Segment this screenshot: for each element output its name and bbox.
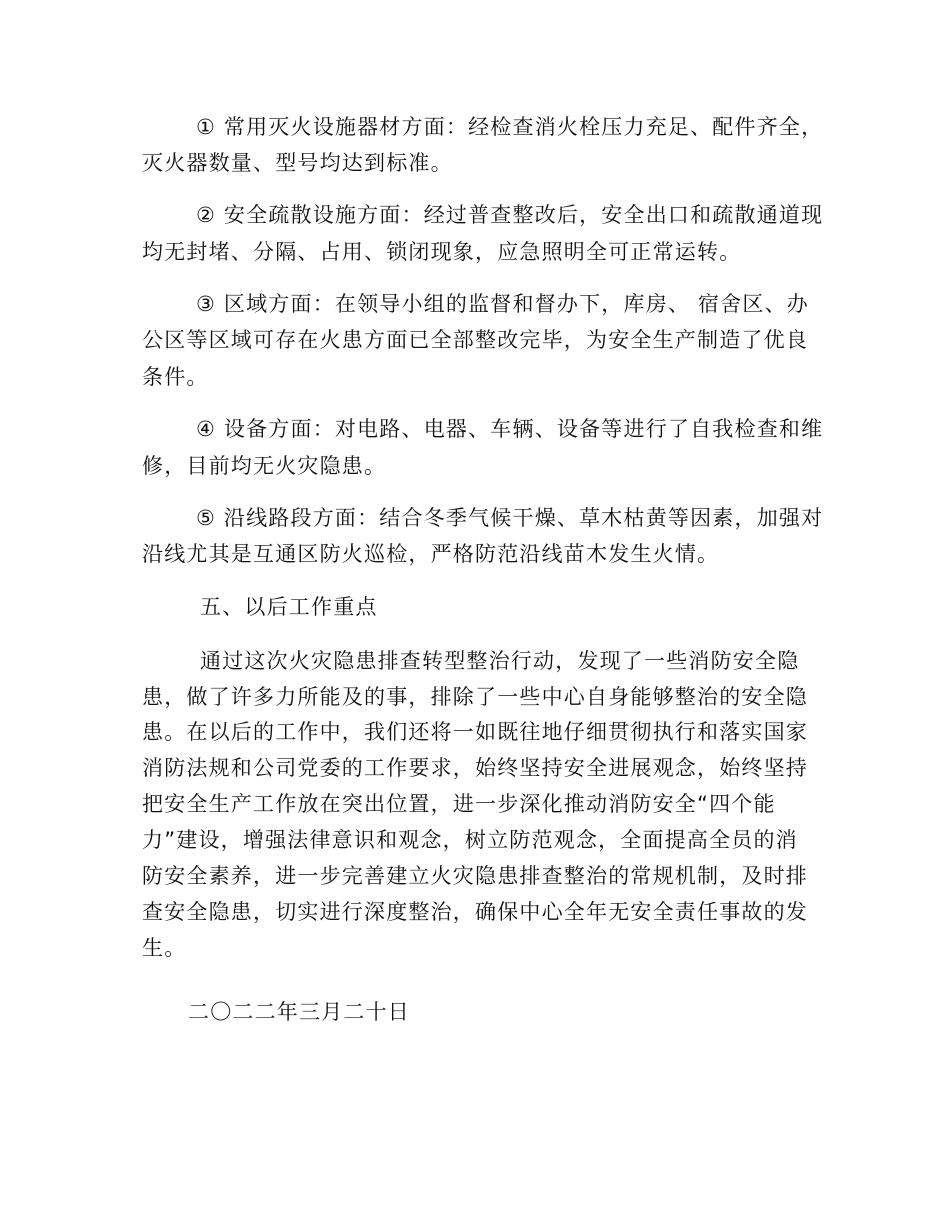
item-1-line-2: 灭火器数量、型号均达到标准。 xyxy=(142,151,453,175)
item-4-line-1: ④ 设备方面：对电路、电器、车辆、设备等进行了自我检查和维 xyxy=(196,417,824,441)
body-line-2: 患，做了许多力所能及的事，排除了一些中心自身能够整治的安全隐 xyxy=(142,685,808,709)
body-line-5: 把安全生产工作放在突出位置，进一步深化推动消防安全“四个能 xyxy=(142,792,776,816)
body-line-7: 防安全素养，进一步完善建立火灾隐患排查整治的常规机制，及时排 xyxy=(142,864,808,888)
body-line-3: 患。在以后的工作中，我们还将一如既往地仔细贯彻执行和落实国家 xyxy=(142,720,808,744)
item-3-line-3: 条件。 xyxy=(142,365,209,389)
body-line-9: 生。 xyxy=(142,936,187,960)
item-3-line-1: ③ 区域方面：在领导小组的监督和督办下，库房、 宿舍区、办 xyxy=(196,292,809,316)
section-heading: 五、以后工作重点 xyxy=(200,595,378,619)
item-4-line-2: 修，目前均无火灾隐患。 xyxy=(142,454,387,478)
body-line-4: 消防法规和公司党委的工作要求，始终坚持安全进展观念，始终坚持 xyxy=(142,756,808,780)
item-1-line-1: ① 常用灭火设施器材方面：经检查消火栓压力充足、配件齐全， xyxy=(196,115,824,139)
body-line-1: 通过这次火灾隐患排查转型整治行动，发现了一些消防安全隐 xyxy=(200,649,800,673)
body-line-6: 力”建设，增强法律意识和观念，树立防范观念，全面提高全员的消 xyxy=(142,828,798,852)
item-2-line-1: ② 安全疏散设施方面：经过普查整改后，安全出口和疏散通道现 xyxy=(196,203,824,227)
document-date: 二〇二二年三月二十日 xyxy=(188,1000,410,1024)
item-5-line-2: 沿线尤其是互通区防火巡检，严格防范沿线苗木发生火情。 xyxy=(142,542,720,566)
item-2-line-2: 均无封堵、分隔、占用、锁闭现象，应急照明全可正常运转。 xyxy=(142,240,742,264)
body-line-8: 查安全隐患，切实进行深度整治，确保中心全年无安全责任事故的发 xyxy=(142,900,808,924)
item-5-line-1: ⑤ 沿线路段方面：结合冬季气候干燥、草木枯黄等因素，加强对 xyxy=(196,506,824,530)
item-3-line-2: 公区等区域可存在火患方面已全部整改完毕，为安全生产制造了优良 xyxy=(142,328,808,352)
